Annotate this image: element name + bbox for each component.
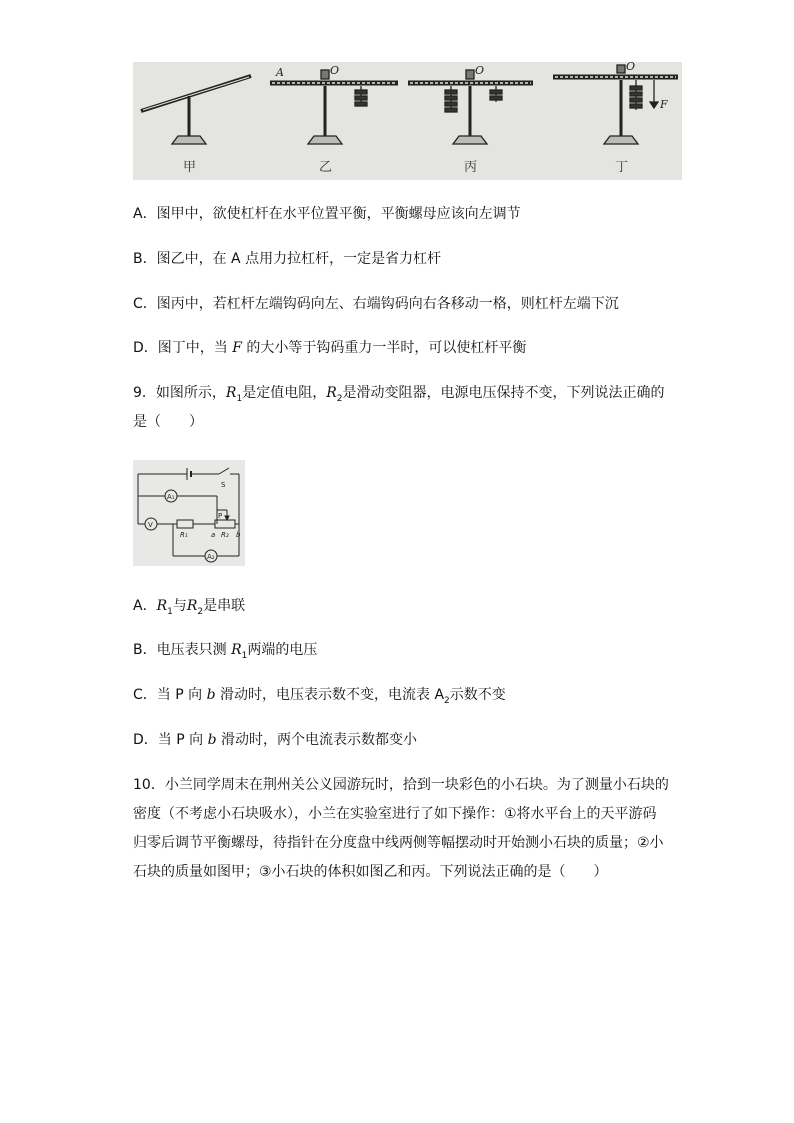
- weight: [355, 102, 367, 106]
- question-number: 10．: [133, 777, 165, 793]
- weight: [355, 90, 367, 94]
- option-letter: D．: [133, 732, 158, 748]
- option-letter: C．: [133, 687, 157, 703]
- option-text: 图乙中，在 A 点用力拉杠杆，一定是省力杠杆: [156, 251, 442, 267]
- q10-stem: [133, 771, 673, 887]
- label-a: a: [211, 531, 216, 539]
- q8-option-c: [133, 294, 619, 314]
- subscript: 1: [167, 606, 173, 617]
- subscript: 2: [336, 393, 343, 404]
- subscript: 2: [197, 606, 204, 617]
- subscript: 2: [444, 695, 450, 706]
- option-letter: D．: [133, 340, 158, 356]
- option-letter: A．: [133, 598, 157, 614]
- subscript: 1: [241, 650, 248, 661]
- caption-yi: 乙: [319, 160, 333, 175]
- var-r: R: [231, 642, 242, 658]
- lever-yi-base: [308, 136, 342, 144]
- stem-text: 如图所示，: [155, 385, 226, 401]
- label-point-a: A: [276, 66, 284, 79]
- var-r: R: [156, 598, 168, 614]
- lever-yi-knob: [321, 70, 329, 79]
- label-a2: A₂: [207, 553, 215, 561]
- label-force-f: F: [660, 98, 668, 111]
- option-letter: B．: [133, 251, 157, 267]
- q10-line: 归零后调节平衡螺母，待指针在分度盘中线两侧等幅摆动时开始测小石块的质量；②小: [133, 835, 664, 851]
- option-text: 与: [172, 598, 187, 614]
- var-r: R: [186, 598, 198, 614]
- option-pre: 图丁中，当: [157, 340, 233, 356]
- circuit-figure-svg: [133, 460, 245, 566]
- stem-text: 小兰同学周末在荆州关公义园游玩时，拾到一块彩色的小石块。为了测量小石块的: [164, 777, 669, 793]
- lever-jia: [141, 76, 251, 144]
- q9-option-b: [133, 640, 317, 666]
- lever-jia-base: [172, 136, 206, 144]
- label-point-o: O: [475, 64, 485, 77]
- caption-bing: 丙: [464, 160, 478, 175]
- stem-text: 是定值电阻，: [242, 385, 327, 401]
- q10-line: 石块的质量如图甲；③小石块的体积如图乙和丙。下列说法正确的是（ ）: [133, 864, 608, 880]
- option-text: 当 P 向: [156, 687, 207, 703]
- q9-option-d: [133, 730, 417, 750]
- q8-option-d: [133, 338, 526, 358]
- option-text: 滑动时，电压表示数不变，电流表 A: [215, 687, 445, 703]
- option-text: 两端的电压: [247, 642, 318, 658]
- lever-yi: [270, 70, 398, 144]
- option-text: 电压表只测: [156, 642, 232, 658]
- option-text: 图甲中，欲使杠杆在水平位置平衡，平衡螺母应该向左调节: [156, 206, 521, 222]
- label-a1: A₁: [167, 493, 175, 501]
- subscript: 1: [236, 393, 243, 404]
- var-r: R: [225, 385, 237, 401]
- var-b: b: [207, 732, 217, 748]
- option-letter: C．: [133, 296, 157, 312]
- label-r1: R₁: [180, 531, 188, 539]
- label-r2: R₂: [221, 531, 229, 539]
- var-r: R: [326, 385, 337, 401]
- option-text: 是串联: [203, 598, 246, 614]
- q9-stem-line1: [133, 383, 664, 409]
- caption-jia: 甲: [183, 160, 197, 175]
- circuit-figure: [133, 460, 245, 566]
- option-text: 图丙中，若杠杆左端钩码向左、右端钩码向右各移动一格，则杠杆左端下沉: [156, 296, 619, 312]
- weight: [355, 96, 367, 100]
- option-text: 滑动时，两个电流表示数都变小: [216, 732, 417, 748]
- q9-stem-line2: 是（ ）: [133, 414, 203, 430]
- var-b: b: [206, 687, 216, 703]
- label-p: P: [218, 512, 223, 520]
- label-point-o: O: [330, 64, 340, 77]
- var-f: F: [232, 340, 242, 356]
- label-switch: S: [221, 481, 226, 489]
- option-text: 当 P 向: [157, 732, 208, 748]
- resistor-r1: [177, 520, 193, 528]
- caption-ding: 丁: [615, 160, 629, 175]
- label-b: b: [236, 531, 241, 539]
- lever-figure: [133, 62, 682, 180]
- switch: [219, 468, 229, 474]
- lever-figure-svg: [133, 62, 682, 180]
- option-text: 示数不变: [449, 687, 506, 703]
- question-number: 9．: [133, 385, 156, 401]
- stem-text: 是滑动变阻器，电源电压保持不变，下列说法正确的: [342, 385, 665, 401]
- label-v: V: [148, 521, 153, 529]
- option-letter: B．: [133, 642, 157, 658]
- rheostat-r2: [215, 520, 235, 528]
- lever-bing: [408, 70, 533, 144]
- label-point-o: O: [626, 62, 636, 73]
- q9-option-a: [133, 596, 245, 622]
- option-letter: A．: [133, 206, 157, 222]
- q10-line: 密度（不考虑小石块吸水），小兰在实验室进行了如下操作：①将水平台上的天平游码: [133, 806, 657, 822]
- q9-option-c: [133, 685, 506, 711]
- q8-option-a: [133, 204, 521, 224]
- q8-option-b: [133, 249, 441, 269]
- option-text: 的大小等于钩码重力一半时，可以使杠杆平衡: [241, 340, 527, 356]
- q10-line: [133, 771, 673, 800]
